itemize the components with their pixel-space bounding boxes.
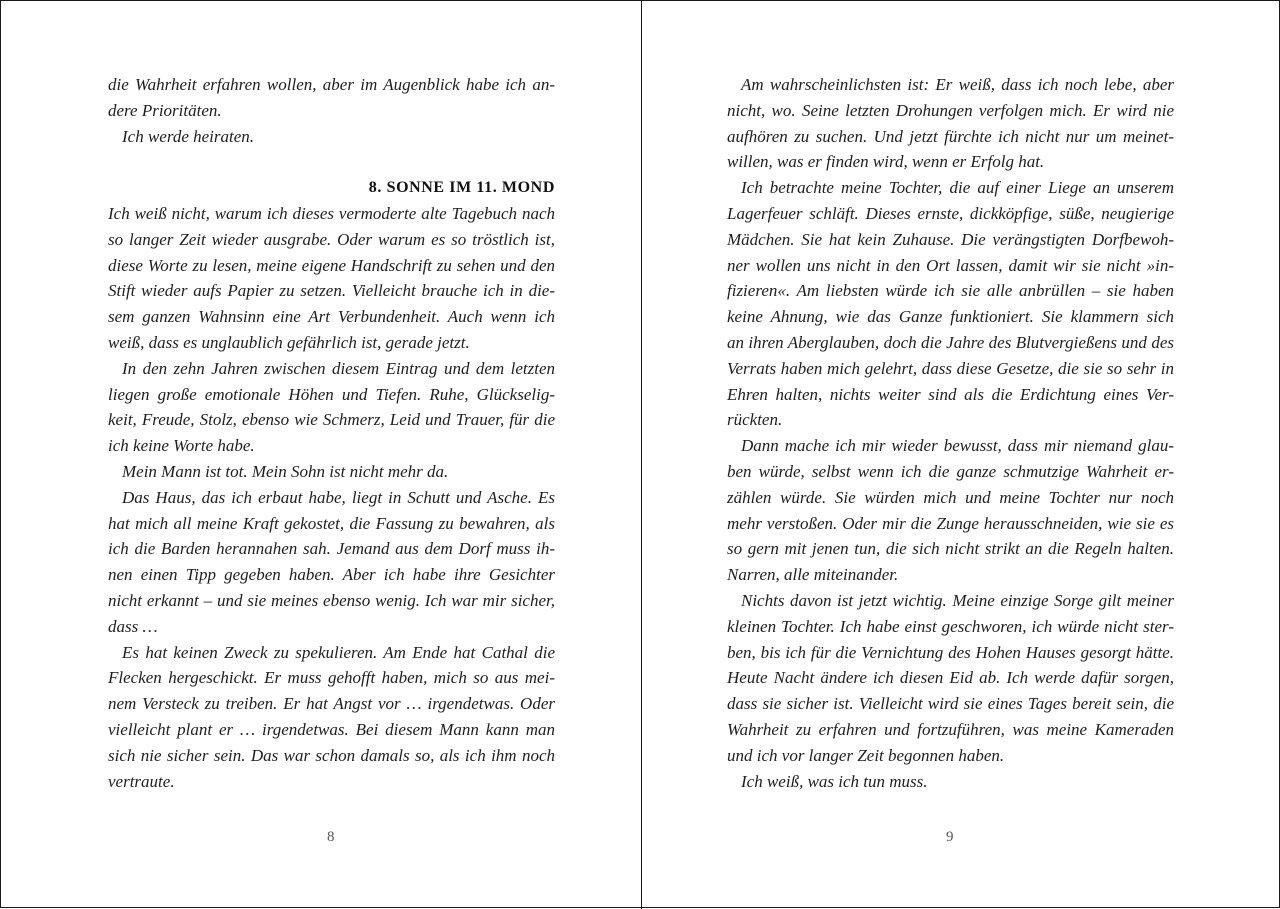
text-after-heading (108, 201, 555, 794)
text-line: nem Versteck zu treiben. Er hat Angst vor … irgendetwas. Oder (108, 694, 555, 714)
text-line: Dann mache ich mir wieder bewusst, dass mir niemand glau- (741, 436, 1174, 456)
text-line: dere Prioritäten. (108, 100, 222, 120)
text-line: zählen würde. Sie würden mich und meine Tochter nur noch (727, 487, 1174, 507)
text-line: Mein Mann ist tot. Mein Sohn ist nicht mehr da. (122, 461, 449, 481)
text-line: weiß, dass es unglaublich gefährlich ist, gerade jetzt. (108, 332, 470, 352)
text-line: Lagerfeuer schläft. Dieses ernste, dickköpfige, süße, neugierige (727, 203, 1174, 223)
text-line: Flecken hergeschickt. Er muss gehofft haben, mich so aus mei- (108, 668, 555, 688)
text-line: nicht erkannt – und sie meines ebenso wenig. Ich war mir sicher, (108, 590, 555, 610)
right-page-body (727, 72, 1174, 794)
right-page (642, 1, 1280, 909)
left-page-text (108, 72, 555, 794)
text-line: dass … (108, 616, 158, 636)
left-page (1, 1, 641, 909)
text-line: ben, bis ich für die Vernichtung des Hohen Hauses gesorgt hätte. (727, 642, 1174, 662)
text-line: Ich weiß nicht, warum ich dieses vermoderte alte Tagebuch nach (108, 203, 555, 223)
diary-entry-heading: 8. SONNE IM 11. MOND (368, 179, 555, 197)
text-line: ich keine Worte habe. (108, 436, 255, 456)
text-line: In den zehn Jahren zwischen diesem Eintrag und dem letzten (122, 358, 555, 378)
text-line: Das Haus, das ich erbaut habe, liegt in Schutt und Asche. Es (122, 487, 555, 507)
text-line: Mädchen. Sie hat kein Zuhause. Die verängstigten Dorfbewoh- (727, 229, 1174, 249)
text-line: Nichts davon ist jetzt wichtig. Meine einzige Sorge gilt meiner (741, 590, 1174, 610)
text-line: Am wahrscheinlichsten ist: Er weiß, dass ich noch lebe, aber (741, 75, 1174, 94)
text-line: nen einen Tipp gegeben haben. Aber ich habe ihre Gesichter (108, 565, 555, 585)
text-line: aufhören zu suchen. Und jetzt fürchte ich nicht nur um meinet- (727, 126, 1174, 146)
text-line: Ich weiß, was ich tun muss. (741, 771, 928, 791)
text-line: vertraute. (108, 771, 175, 791)
text-line: und ich vor langer Zeit begonnen haben. (727, 745, 1005, 765)
text-line: willen, was er finden wird, wenn er Erfolg hat. (727, 152, 1045, 172)
text-before-heading (108, 72, 555, 149)
text-line: Heute Nacht ändere ich diesen Eid ab. Ich werde dafür sorgen, (727, 668, 1174, 688)
text-line: fizieren«. Am liebsten würde ich sie alle anbrüllen – sie haben (727, 281, 1174, 301)
text-line: so langer Zeit wieder ausgrabe. Oder warum es so tröstlich ist, (108, 229, 555, 249)
text-line: hat mich all meine Kraft gekostet, die Fassung zu bewahren, als (108, 513, 555, 533)
text-line: sem ganzen Wahnsinn eine Art Verbundenheit. Auch wenn ich (108, 307, 555, 327)
text-line: Ehren halten, nichts weiter sind als die Erdichtung eines Ver- (727, 384, 1174, 404)
text-line: nicht, wo. Seine letzten Drohungen verfolgen mich. Er wird nie (727, 100, 1174, 120)
text-line: rückten. (727, 410, 783, 430)
right-page-text (727, 72, 1174, 794)
text-line: vielleicht plant er … irgendetwas. Bei diesem Mann kann man (108, 719, 555, 739)
text-line: Es hat keinen Zweck zu spekulieren. Am Ende hat Cathal die (122, 642, 555, 662)
text-line: Ich betrachte meine Tochter, die auf einer Liege an unserem (741, 178, 1174, 198)
text-line: die Wahrheit erfahren wollen, aber im Augenblick habe ich an- (108, 75, 555, 94)
text-line: diese Worte zu lesen, meine eigene Handschrift zu sehen und den (108, 255, 555, 275)
text-line: kleinen Tochter. Ich habe einst geschworen, ich würde nicht ster- (727, 616, 1174, 636)
text-line: Narren, alle miteinander. (727, 565, 899, 585)
text-line: liegen große emotionale Höhen und Tiefen. Ruhe, Glückselig- (108, 384, 555, 404)
page-number: 9 (946, 829, 954, 845)
text-line: Stift wieder aufs Papier zu setzen. Vielleicht brauche ich in die- (108, 281, 555, 301)
page-number: 8 (327, 829, 335, 845)
text-line: ben würde, selbst wenn ich die ganze schmutzige Wahrheit er- (727, 461, 1174, 481)
text-line: keit, Freude, Stolz, ebenso wie Schmerz, Leid und Trauer, für die (108, 410, 555, 430)
text-line: Ich werde heiraten. (122, 126, 255, 146)
text-line: so gern mit jenen tun, die sich nicht strikt an die Regeln halten. (727, 539, 1174, 559)
text-line: ner wollen uns nicht in den Ort lassen, damit wir sie nicht »in- (727, 255, 1174, 275)
text-line: keine Ahnung, wie das Ganze funktioniert. Sie klammern sich (727, 307, 1174, 327)
text-line: dass sie sicher ist. Vielleicht wird sie eines Tages bereit sein, die (727, 694, 1174, 714)
text-line: Wahrheit zu erfahren und fortzuführen, was meine Kameraden (727, 719, 1174, 739)
text-line: ich die Barden herannahen sah. Jemand aus dem Dorf muss ih- (108, 539, 555, 559)
text-line: mehr verstoßen. Oder mir die Zunge herausschneiden, wie sie es (727, 513, 1174, 533)
text-line: sich nie sicher sein. Das war schon damals so, als ich ihm noch (108, 745, 555, 765)
text-line: Verrats haben mich gelehrt, dass diese Gesetze, die sie so sehr in (727, 358, 1174, 378)
text-line: an ihren Aberglauben, doch die Jahre des Blutvergießens und des (727, 332, 1174, 352)
